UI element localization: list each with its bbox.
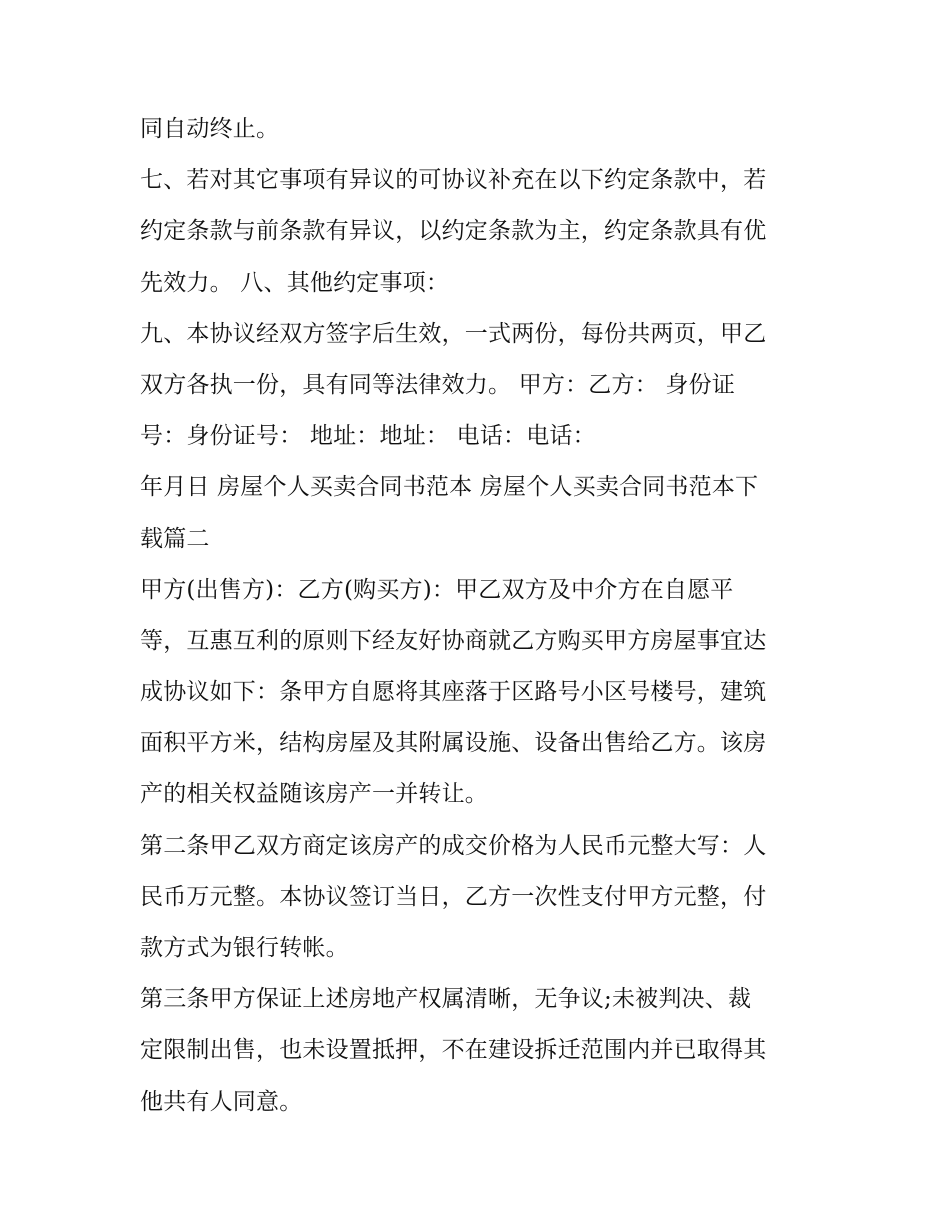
text-line: 成协议如下：条甲方自愿将其座落于区路号小区号楼号，建筑: [140, 679, 767, 706]
text-line: 定限制出售，也未设置抵押，不在建设拆迁范围内并已取得其: [140, 1037, 767, 1064]
text-line: 载篇二: [140, 525, 210, 552]
text-line: 他共有人同意。: [140, 1088, 303, 1115]
text-line: 甲方(出售方)：乙方(购买方)：甲乙双方及中介方在自愿平: [140, 576, 734, 603]
text-line: 年月日 房屋个人买卖合同书范本 房屋个人买卖合同书范本下: [140, 474, 759, 501]
text-line: 号：身份证号： 地址：地址： 电话：电话：: [140, 423, 596, 450]
text-line: 第二条甲乙双方商定该房产的成交价格为人民币元整大写：人: [140, 832, 767, 859]
text-line: 先效力。 八、其他约定事项：: [140, 269, 450, 296]
document-body: [140, 107, 820, 1131]
text-line: 约定条款与前条款有异议，以约定条款为主，约定条款具有优: [140, 218, 767, 245]
text-line: 等，互惠互利的原则下经友好协商就乙方购买甲方房屋事宜达: [140, 627, 767, 654]
text-line: 九、本协议经双方签字后生效，一式两份，每份共两页，甲乙: [140, 320, 767, 347]
text-line: 同自动终止。: [140, 116, 280, 142]
text-line: 第三条甲方保证上述房地产权属清晰，无争议;未被判决、裁: [140, 986, 752, 1013]
text-line: 款方式为银行转帐。: [140, 935, 349, 961]
text-line: 双方各执一份，具有同等法律效力。 甲方：乙方： 身份证: [140, 371, 736, 398]
text-line: 七、若对其它事项有异议的可协议补充在以下约定条款中，若: [140, 167, 767, 194]
text-line: 民币万元整。本协议签订当日，乙方一次性支付甲方元整，付: [140, 883, 767, 910]
text-line: 面积平方米，结构房屋及其附属设施、设备出售给乙方。该房: [140, 730, 767, 757]
text-line: 产的相关权益随该房产一并转让。: [140, 781, 488, 808]
